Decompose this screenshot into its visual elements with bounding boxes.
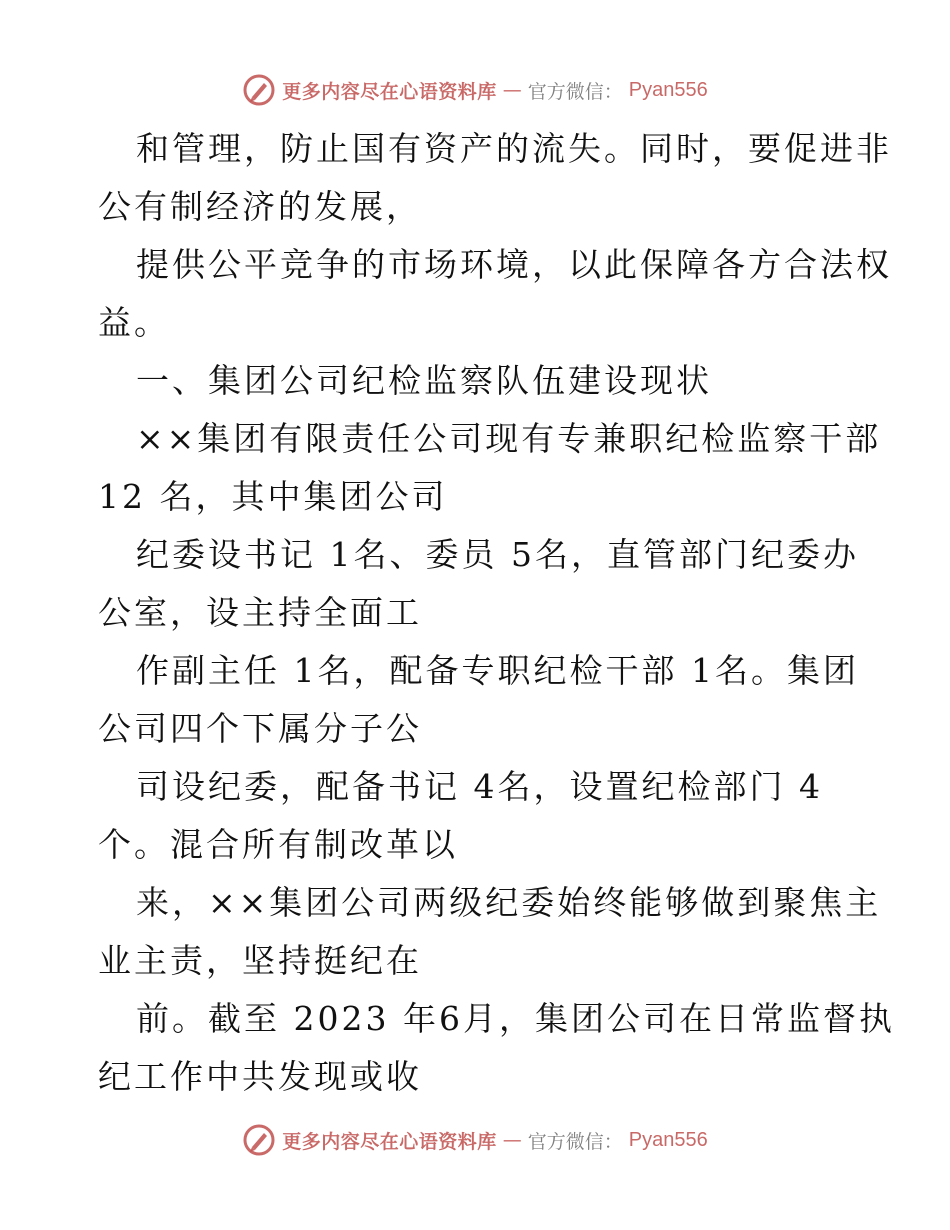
text-line: 司设纪委，配备书记 4名，设置纪检部门 4 bbox=[136, 767, 823, 806]
text-line: ××集团有限责任公司现有专兼职纪检监察干部 bbox=[136, 419, 882, 458]
text-line: 公司四个下属分子公 bbox=[98, 709, 422, 748]
banner-separator: — bbox=[502, 1129, 522, 1151]
header-banner bbox=[0, 70, 950, 110]
text-line: 个。混合所有制改革以 bbox=[98, 825, 458, 864]
text-line: 作副主任 1名，配备专职纪检干部 1名。集团 bbox=[136, 651, 859, 690]
text-line: 来，××集团公司两级纪委始终能够做到聚焦主 bbox=[136, 883, 882, 922]
banner-wechat-id: Pyan556 bbox=[628, 78, 708, 101]
text-line: 纪委设书记 1名、委员 5名，直管部门纪委办 bbox=[136, 535, 859, 574]
text-line: 12 名，其中集团公司 bbox=[98, 477, 448, 516]
text-line: 业主责，坚持挺纪在 bbox=[98, 941, 422, 980]
banner-wechat-id: Pyan556 bbox=[628, 1128, 708, 1151]
document-body bbox=[98, 120, 895, 1106]
footer-banner bbox=[0, 1120, 950, 1160]
banner-content bbox=[242, 1123, 708, 1157]
text-line: 和管理，防止国有资产的流失。同时，要促进非 bbox=[136, 129, 892, 168]
banner-site-text: 更多内容尽在心语资料库 bbox=[282, 80, 497, 103]
banner-site-text: 更多内容尽在心语资料库 bbox=[282, 1130, 497, 1153]
text-line: 益。 bbox=[98, 303, 170, 342]
pen-logo-icon bbox=[242, 1123, 276, 1157]
text-line: 公室，设主持全面工 bbox=[98, 593, 422, 632]
banner-wechat-label: 官方微信： bbox=[527, 1130, 623, 1153]
banner-content bbox=[242, 73, 708, 107]
pen-logo-icon bbox=[242, 73, 276, 107]
text-line: 公有制经济的发展， bbox=[98, 187, 422, 226]
text-line: 一、集团公司纪检监察队伍建设现状 bbox=[136, 361, 712, 400]
banner-separator: — bbox=[502, 79, 522, 101]
banner-wechat-label: 官方微信： bbox=[527, 80, 623, 103]
text-line: 提供公平竞争的市场环境，以此保障各方合法权 bbox=[136, 245, 892, 284]
text-line: 纪工作中共发现或收 bbox=[98, 1057, 422, 1096]
text-line: 前。截至 2023 年6月，集团公司在日常监督执 bbox=[136, 999, 895, 1038]
